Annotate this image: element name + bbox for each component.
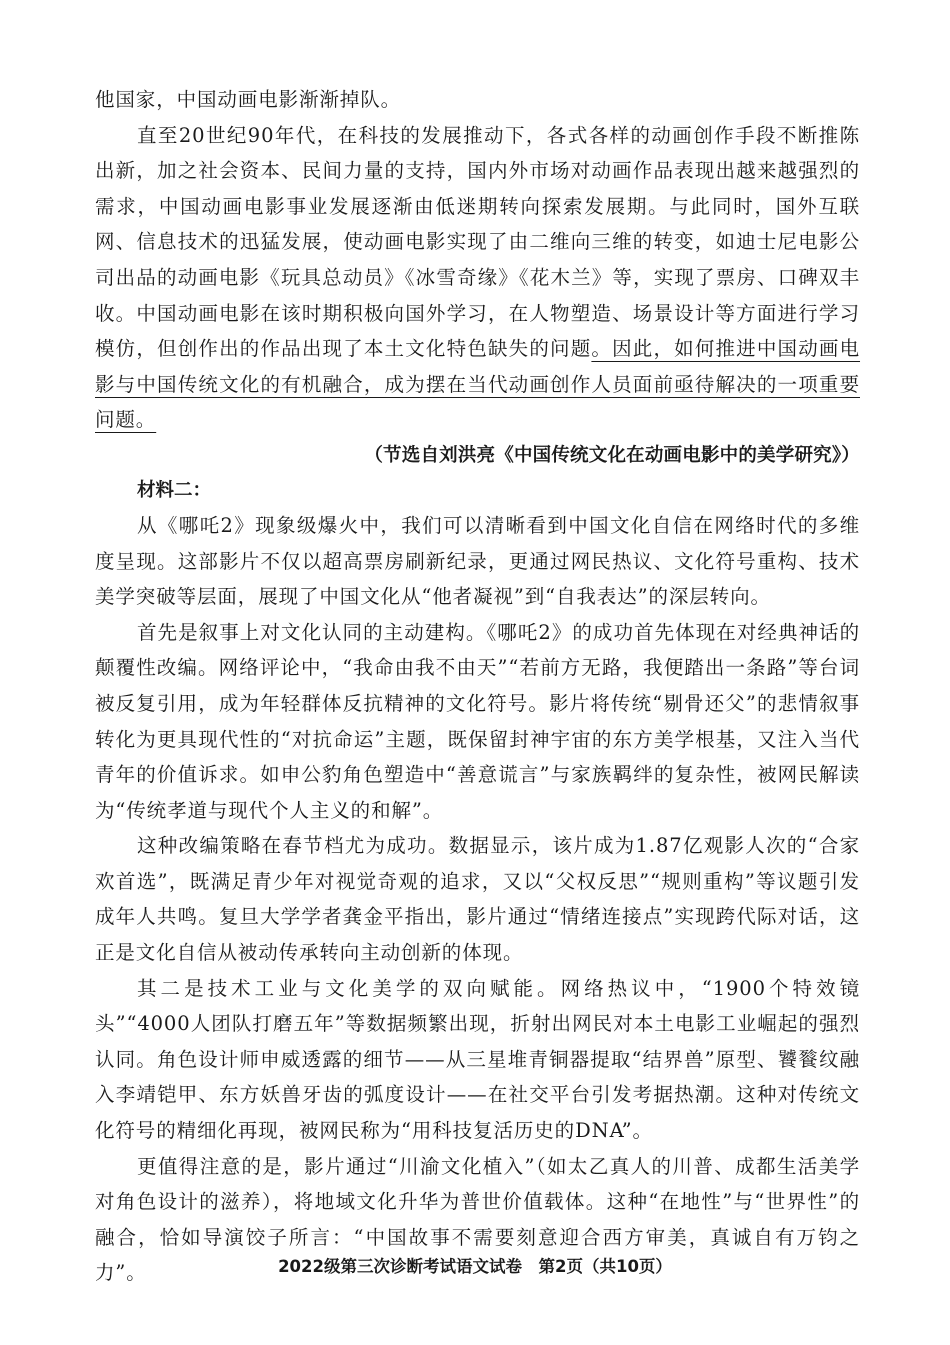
paragraph-1-text: 直至20世纪90年代，在科技的发展推动下，各式各样的动画创作手段不断推陈出新，加之社会资本、民间力量的支持，国内外市场对动画作品表现出越来越强烈的需求，中国动画电影事业发展逐渐由低迷期转向探索发展期。与此同时，国外互联网、信息技术的迅猛发展，使动画电影实现了由二维向三维的转变，如迪士尼电影公司出品的动画电影《玩具总动员》《冰雪奇缘》《花木兰》等，实现了票房、口碑双丰收。中国动画电影在该时期积极向国外学习，在人物塑造、场景设计等方面进行学习模仿，但创作出的作品出现了本土文化特色缺失的问题 — [95, 123, 860, 361]
paragraph-4: 这种改编策略在春节档尤为成功。数据显示，该片成为1.87亿观影人次的“合家欢首选”，既满足青少年对视觉奇观的追求，又以“父权反思”“规则重构”等议题引发成年人共鸣。复旦大学学者龚金平指出，影片通过“情绪连接点”实现跨代际对话，这正是文化自信从被动传承转向主动创新的体现。 — [95, 834, 860, 965]
page-footer: 2022级第三次诊断考试语文试卷 第2页（共10页） — [278, 1257, 672, 1276]
paragraph-continuation: 他国家，中国动画电影渐渐掉队。 — [95, 88, 402, 111]
paragraph-3: 首先是叙事上对文化认同的主动建构。《哪吒2》的成功首先体现在对经典神话的颠覆性改编。网络评论中，“我命由我不由天”“若前方无路，我便踏出一条路”等台词被反复引用，成为年轻群体反抗精神的文化符号。影片将传统“剔骨还父”的悲情叙事转化为更具现代性的“对抗命运”主题，既保留封神宇宙的东方美学根基，又注入当代青年的价值诉求。如申公豹角色塑造中“善意谎言”与家族羁绊的复杂性，被网民解读为“传统孝道与现代个人主义的和解”。 — [95, 620, 860, 822]
paragraph-2: 从《哪吒2》现象级爆火中，我们可以清晰看到中国文化自信在网络时代的多维度呈现。这部影片不仅以超高票房刷新纪录，更通过网民热议、文化符号重构、技术美学突破等层面，展现了中国文化从“他者凝视”到“自我表达”的深层转向。 — [95, 513, 860, 609]
material-two-heading: 材料二： — [137, 479, 212, 501]
source-citation: （节选自刘洪亮《中国传统文化在动画电影中的美学研究》） — [364, 444, 860, 466]
paragraph-6: 更值得注意的是，影片通过“川渝文化植入”（如太乙真人的川普、成都生活美学对角色设计的滋养），将地域文化升华为普世价值载体。这种“在地性”与“世界性”的融合，恰如导演饺子所言：“中国故事不需要刻意迎合西方审美，真诚自有万钧之力”。 — [95, 1154, 860, 1285]
exam-page-body — [95, 82, 860, 1291]
paragraph-5: 其二是技术工业与文化美学的双向赋能。网络热议中，“1900个特效镜头”“4000人团队打磨五年”等数据频繁出现，折射出网民对本土电影工业崛起的强烈认同。角色设计师申威透露的细节——从三星堆青铜器提取“结界兽”原型、饕餮纹融入李靖铠甲、东方妖兽牙齿的弧度设计——在社交平台引发考据热潮。这种对传统文化符号的精细化再现，被网民称为“用科技复活历史的DNA”。 — [95, 976, 860, 1143]
underlined-sentence: 。因此，如何推进中国动画电影与中国传统文化的有机融合，成为摆在当代动画创作人员面前亟待解决的一项重要问题。 — [95, 337, 861, 432]
paragraph-1 — [95, 118, 860, 438]
